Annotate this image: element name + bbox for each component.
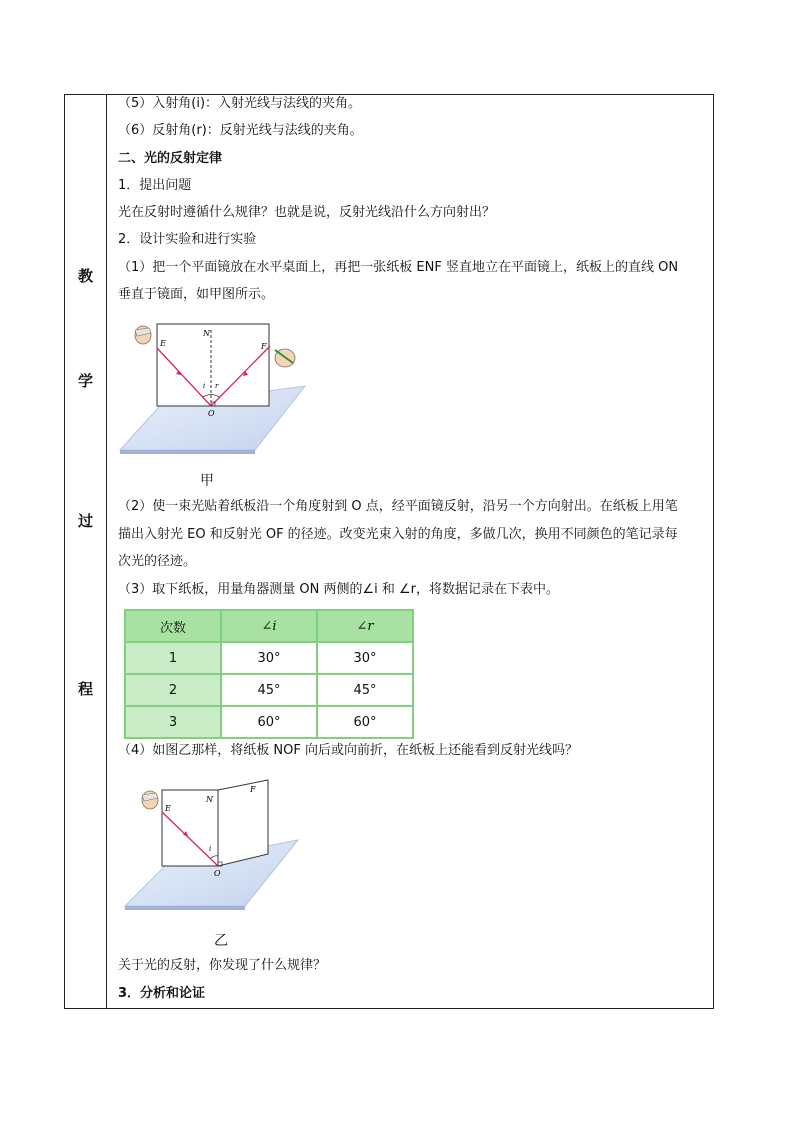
column-divider xyxy=(106,94,107,1009)
table-header-row xyxy=(125,610,413,642)
table-cell-angle-i: 30° xyxy=(221,642,317,674)
left-hand-icon xyxy=(135,326,151,344)
label-F: F xyxy=(261,342,267,351)
step-heading-analysis: 3．分析和论证 xyxy=(118,986,206,1001)
angle-data-table xyxy=(124,609,414,739)
step-heading-question: 1．提出问题 xyxy=(118,178,192,193)
table-row xyxy=(125,706,413,738)
table-cell-angle-i: 60° xyxy=(221,706,317,738)
label-i: i xyxy=(203,382,206,390)
table-row xyxy=(125,674,413,706)
figure-jia xyxy=(115,318,310,456)
experiment-step-1-line-1: （1）把一个平面镜放在水平桌面上，再把一张纸板 ENF 竖直地立在平面镜上，纸板上的直线 ON xyxy=(118,260,679,275)
label-F: F xyxy=(250,785,256,794)
label-N: N xyxy=(203,329,210,338)
label-E: E xyxy=(165,804,171,813)
header-angle-i: ∠i xyxy=(221,610,317,642)
label-O: O xyxy=(214,869,221,878)
side-label-guo: 过 xyxy=(78,512,94,530)
label-E: E xyxy=(160,339,166,348)
step-heading-experiment: 2．设计实验和进行实验 xyxy=(118,232,257,247)
header-angle-r: ∠r xyxy=(317,610,413,642)
table-cell-angle-i: 45° xyxy=(221,674,317,706)
section-heading-reflection-law: 二、光的反射定律 xyxy=(118,151,223,166)
label-O: O xyxy=(208,409,215,418)
label-i: i xyxy=(209,845,212,853)
table-cell-count: 1 xyxy=(125,642,221,674)
discovery-question: 关于光的反射，你发现了什么规律？ xyxy=(118,958,327,973)
table-row xyxy=(125,642,413,674)
table-cell-count: 3 xyxy=(125,706,221,738)
table-cell-angle-r: 30° xyxy=(317,642,413,674)
side-label-cheng: 程 xyxy=(78,680,94,698)
figure-jia-caption: 甲 xyxy=(200,473,214,489)
paper-board-folded xyxy=(218,780,268,866)
table-cell-angle-r: 45° xyxy=(317,674,413,706)
side-label-jiao: 教 xyxy=(78,267,94,285)
experiment-step-2-line-3: 次光的径迹。 xyxy=(118,554,197,569)
experiment-step-2-line-1: （2）使一束光贴着纸板沿一个角度射到 O 点，经平面镜反射，沿另一个方向射出。在纸板上用笔 xyxy=(118,499,678,514)
side-label-xue: 学 xyxy=(78,372,94,390)
right-hand-icon xyxy=(275,349,295,367)
experiment-step-4: （4）如图乙那样，将纸板 NOF 向后或向前折，在纸板上还能看到反射光线吗？ xyxy=(118,743,578,758)
label-N: N xyxy=(206,795,213,804)
experiment-step-3: （3）取下纸板，用量角器测量 ON 两侧的∠i 和 ∠r，将数据记录在下表中。 xyxy=(118,582,560,597)
mirror-edge xyxy=(125,906,245,910)
experiment-step-2-line-2: 描出入射光 EO 和反射光 OF 的径迹。改变光束入射的角度，多做几次，换用不同颜色的笔记录每 xyxy=(118,527,678,542)
figure-yi xyxy=(120,778,305,914)
mirror-edge xyxy=(120,450,255,454)
definition-incident-angle: （5）入射角(i)：入射光线与法线的夹角。 xyxy=(118,96,362,111)
left-hand-icon xyxy=(142,791,158,809)
definition-reflection-angle: （6）反射角(r)：反射光线与法线的夹角。 xyxy=(118,123,363,138)
header-count: 次数 xyxy=(125,610,221,642)
table-cell-count: 2 xyxy=(125,674,221,706)
label-r: r xyxy=(215,382,219,390)
experiment-step-1-line-2: 垂直于镜面，如甲图所示。 xyxy=(118,287,275,302)
figure-yi-caption: 乙 xyxy=(214,933,228,949)
question-text: 光在反射时遵循什么规律？也就是说，反射光线沿什么方向射出？ xyxy=(118,205,496,220)
table-cell-angle-r: 60° xyxy=(317,706,413,738)
